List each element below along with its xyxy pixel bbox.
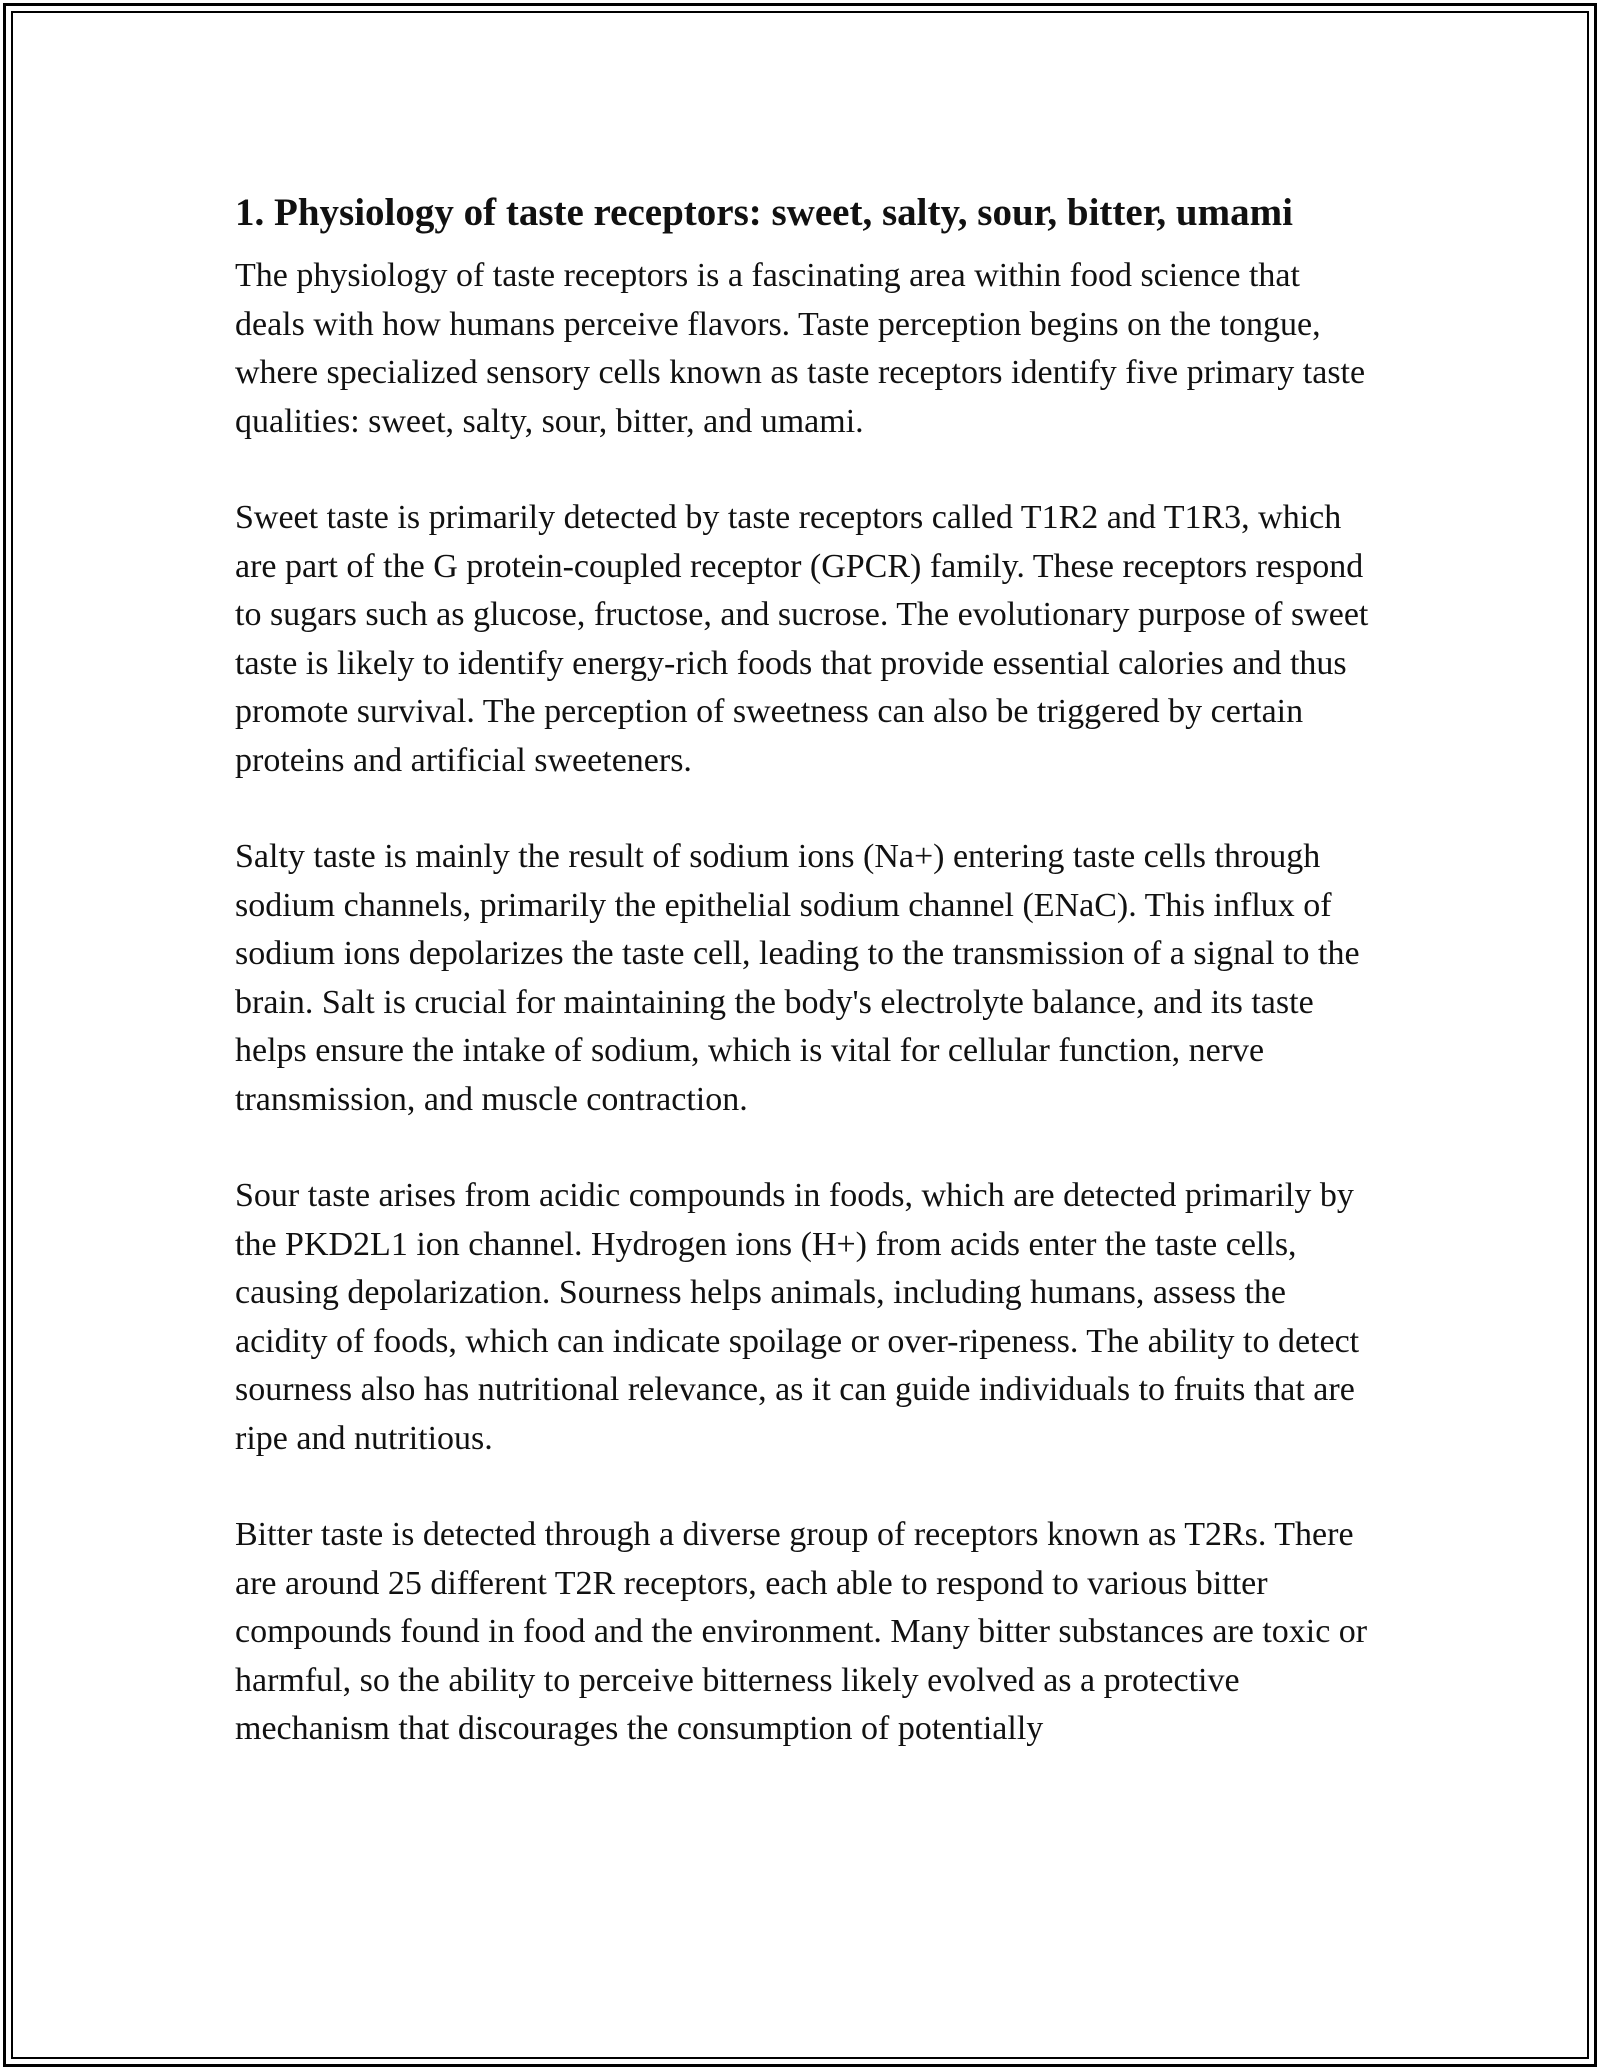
paragraph-spacer [235, 785, 1375, 833]
document-body [235, 186, 1375, 1754]
heading-spacer [235, 240, 1375, 252]
paragraph-intro: The physiology of taste receptors is a fascinating area within food science that deals with how humans perceive flavors. Taste perception begins on the tongue, where specialized sensory cells known as taste receptors identify five primary taste qualities: sweet, salty, sour, bitter, and umami. [235, 257, 1366, 440]
paragraph-salty: Salty taste is mainly the result of sodium ions (Na+) entering taste cells through sodium channels, primarily the epithelial sodium channel (ENaC). This influx of sodium ions depolarizes the taste cell, leading to the transmission of a signal to the brain. Salt is crucial for maintaining the body's electrolyte balance, and its taste helps ensure the intake of sodium, which is vital for cellular function, nerve transmission, and muscle contraction. [235, 838, 1360, 1118]
paragraph-spacer [235, 1463, 1375, 1511]
paragraph-spacer [235, 446, 1375, 494]
paragraph-sour: Sour taste arises from acidic compounds in foods, which are detected primarily by the PKD2L1 ion channel. Hydrogen ions (H+) from acids enter the taste cells, causing depolarization. Sourness helps animals, including humans, assess the acidity of foods, which can indicate spoilage or over-ripeness. The ability to detect sourness also has nutritional relevance, as it can guide individuals to fruits that are ripe and nutritious. [235, 1177, 1360, 1457]
section-heading: 1. Physiology of taste receptors: sweet, salty, sour, bitter, umami [235, 191, 1293, 234]
paragraph-spacer [235, 1124, 1375, 1172]
paragraph-bitter: Bitter taste is detected through a diverse group of receptors known as T2Rs. There are around 25 different T2R receptors, each able to respond to various bitter compounds found in food and the environment. Many bitter substances are toxic or harmful, so the ability to perceive bitterness likely evolved as a protective mechanism that discourages the consumption of potentially [235, 1516, 1368, 1747]
paragraph-sweet: Sweet taste is primarily detected by taste receptors called T1R2 and T1R3, which are part of the G protein-coupled receptor (GPCR) family. These receptors respond to sugars such as glucose, fructose, and sucrose. The evolutionary purpose of sweet taste is likely to identify energy-rich foods that provide essential calories and thus promote survival. The perception of sweetness can also be triggered by certain proteins and artificial sweeteners. [235, 499, 1369, 779]
